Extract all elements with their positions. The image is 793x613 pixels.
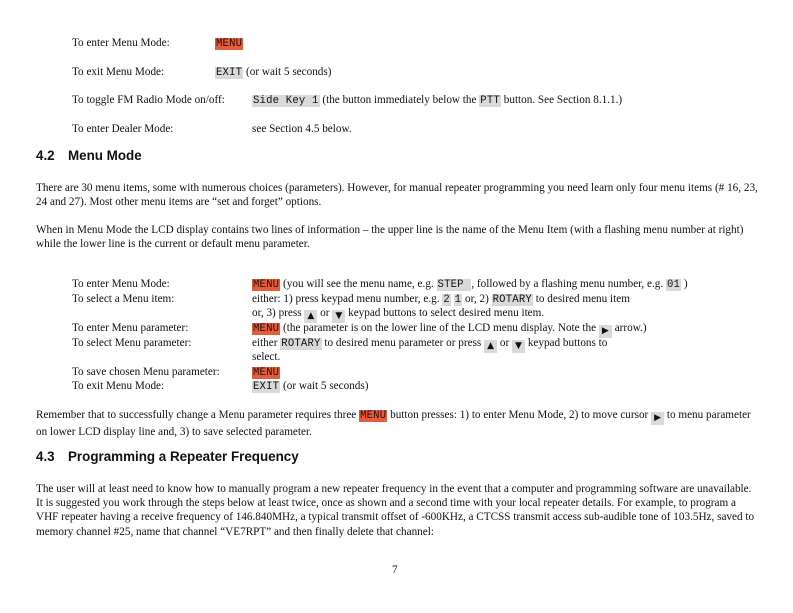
menu-key: MENU — [253, 279, 280, 291]
step-enter-menu-instruction: MENU (you will see the menu name, e.g. STEP , followed by a flashing menu number, e.g. 01 ) — [253, 278, 688, 291]
enter-menu-mode-label: To enter Menu Mode: — [72, 37, 170, 49]
enter-menu-mode-instruction — [215, 37, 243, 50]
side-key-1: Side Key 1 — [253, 95, 319, 107]
exit-key: EXIT — [216, 67, 243, 79]
menu-items-paragraph: There are 30 menu items, some with numerous choices (parameters). However, for manual repeater programming you need learn only four menu items (# 16, 23, 24 and 27). Most other menu items are “set and forget” options. — [36, 182, 758, 209]
down-arrow-icon: ▼ — [512, 340, 525, 353]
menu-key: MENU — [216, 38, 243, 50]
step-select-parameter-line-1: either ROTARY to desired menu parameter or press ▲ or ▼ keypad buttons to — [252, 337, 608, 351]
step-enter-menu-label: To enter Menu Mode: — [72, 278, 170, 290]
section-number: 4.2 — [36, 148, 55, 163]
section-number: 4.3 — [36, 449, 55, 464]
step-select-item-label: To select a Menu item: — [72, 293, 175, 305]
section-heading-4-3 — [36, 449, 299, 464]
step-exit-menu-instruction: EXIT (or wait 5 seconds) — [253, 380, 369, 393]
up-arrow-icon: ▲ — [304, 310, 317, 323]
up-arrow-icon: ▲ — [484, 340, 497, 353]
right-arrow-icon: ▶ — [599, 325, 612, 338]
toggle-fm-radio-label: To toggle FM Radio Mode on/off: — [72, 94, 225, 106]
programming-paragraph: The user will at least need to know how to manually program a new repeater frequency in the event that a computer and programming software are unavailable. It is suggested you work through the steps below at least twice, once as shown and a second time with your local repeater details. For example, to program a VHF repeater having a receive frequency of 146.840MHz, a typical transmit offset of -600KHz, a CTCSS transmit access sub-audible tone of 103.5Hz, saved to memory channel #25, name that channel “VE7RPT” and then finally delete that channel: — [36, 483, 755, 538]
toggle-fm-radio-instruction: Side Key 1 (the button immediately below the PTT button. See Section 8.1.1.) — [253, 94, 623, 107]
step-select-item-line-2: or, 3) press ▲ or ▼ keypad buttons to select desired menu item. — [252, 307, 545, 321]
section-title: Menu Mode — [68, 148, 142, 163]
right-arrow-icon: ▶ — [651, 412, 664, 425]
step-select-parameter-line-2: select. — [252, 351, 281, 363]
enter-dealer-mode-instruction: see Section 4.5 below. — [252, 123, 352, 135]
exit-menu-mode-instruction: EXIT (or wait 5 seconds) — [216, 66, 332, 79]
exit-key: EXIT — [253, 381, 280, 393]
menu-key: MENU — [253, 323, 280, 335]
down-arrow-icon: ▼ — [332, 310, 345, 323]
step-select-parameter-label: To select Menu parameter: — [72, 337, 192, 349]
menu-key: MENU — [253, 367, 280, 379]
digit-2-key: 2 — [443, 294, 450, 306]
section-title: Programming a Repeater Frequency — [68, 449, 299, 464]
section-heading-4-2 — [36, 148, 142, 163]
menu-number-key: 01 — [666, 279, 681, 291]
digit-1-key: 1 — [454, 294, 462, 306]
step-save-parameter-label: To save chosen Menu parameter: — [72, 366, 220, 378]
rotary-key: ROTARY — [281, 338, 321, 350]
page-number: 7 — [392, 564, 398, 576]
lcd-display-paragraph: When in Menu Mode the LCD display contains two lines of information – the upper line is the name of the Menu Item (with a flashing menu number at right) while the lower line is the current or default menu parameter. — [36, 224, 744, 251]
rotary-key: ROTARY — [492, 294, 532, 306]
remember-paragraph: Remember that to successfully change a Menu parameter requires three MENU button presses: 1) to enter Menu Mode, 2) to move cursor ▶ to menu parameter on lower LCD display line and, 3) to save selected parameter. — [36, 409, 751, 438]
step-select-item-line-1: either: 1) press keypad menu number, e.g. 2 1 or, 2) ROTARY to desired menu item — [252, 293, 630, 306]
step-enter-parameter-label: To enter Menu parameter: — [72, 322, 189, 334]
menu-key: MENU — [360, 410, 387, 422]
step-save-parameter-instruction — [252, 366, 280, 379]
step-exit-menu-label: To exit Menu Mode: — [72, 380, 165, 392]
exit-menu-mode-label: To exit Menu Mode: — [72, 66, 165, 78]
ptt-key: PTT — [480, 95, 500, 107]
step-enter-parameter-instruction: MENU (the parameter is on the lower line of the LCD menu display. Note the ▶ arrow.) — [253, 322, 647, 336]
enter-dealer-mode-label: To enter Dealer Mode: — [72, 123, 174, 135]
step-key: STEP — [437, 279, 471, 291]
